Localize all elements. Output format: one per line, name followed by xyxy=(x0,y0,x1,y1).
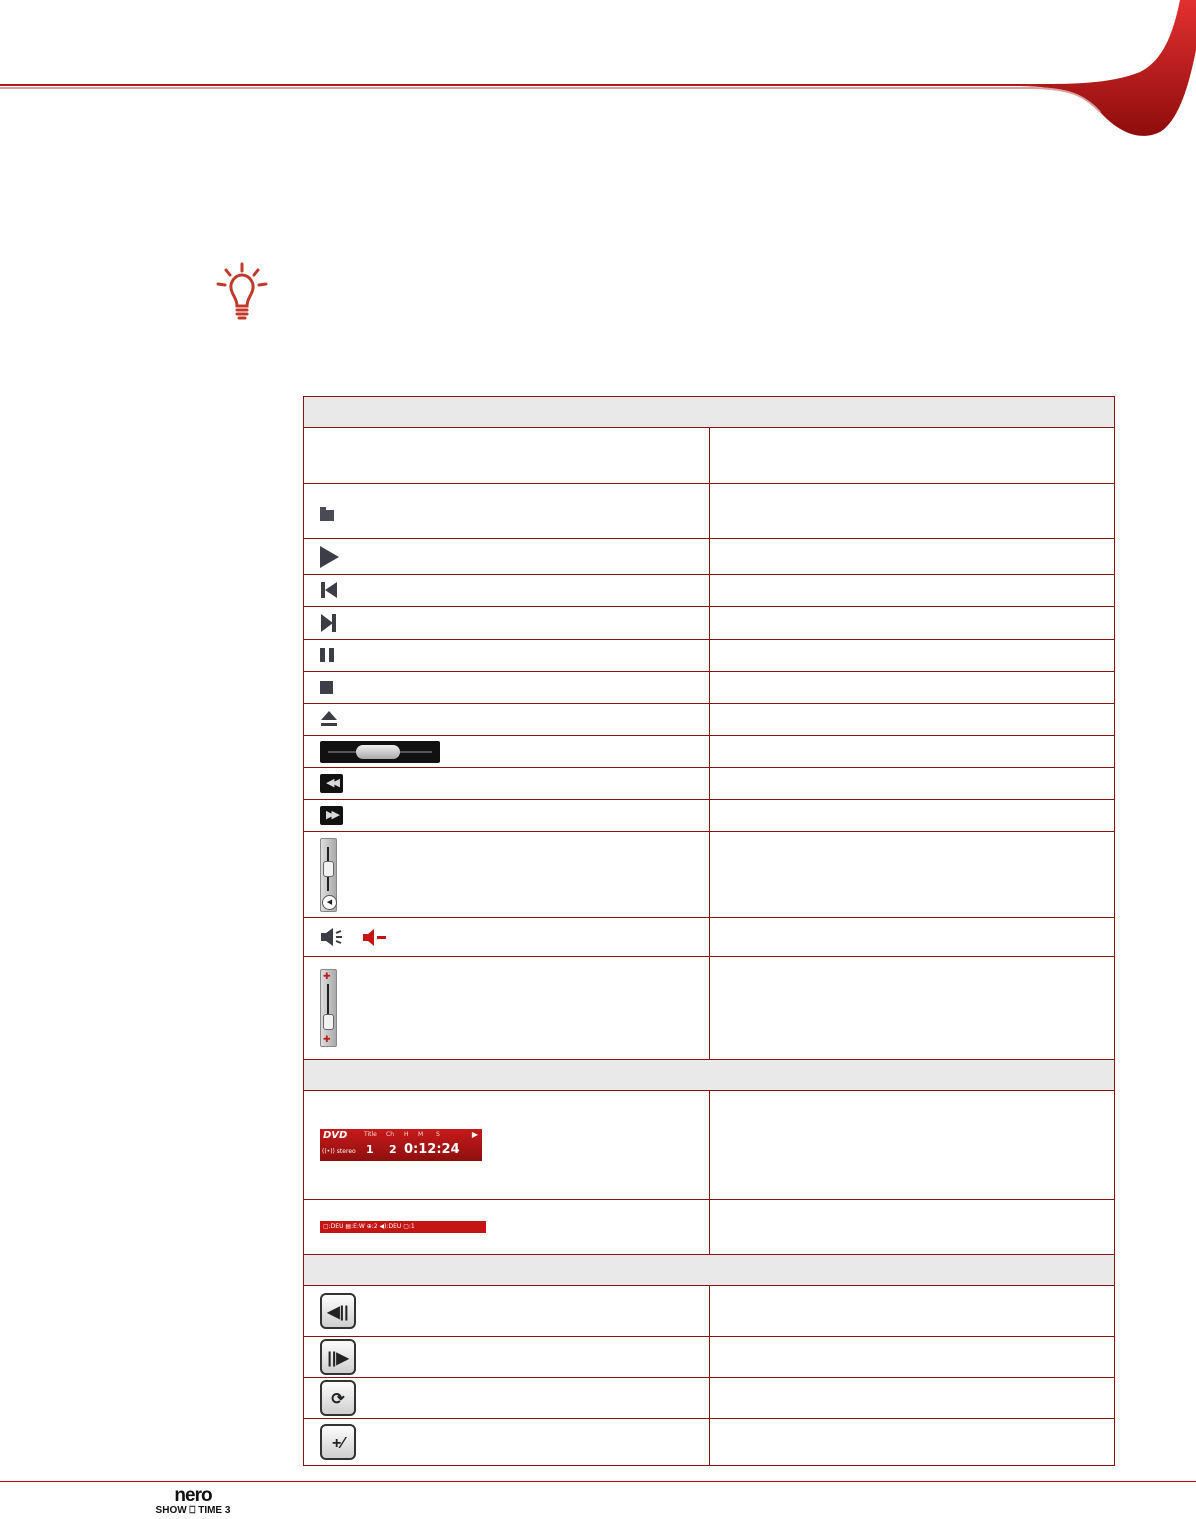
chapter-label: Ch xyxy=(386,1131,394,1138)
description-cell xyxy=(709,704,1115,736)
description-cell xyxy=(709,1286,1115,1337)
volume-icon xyxy=(320,926,344,948)
icon-cell xyxy=(304,832,710,918)
elapsed-time: 0:12:24 xyxy=(404,1142,460,1157)
section-header-row xyxy=(304,397,1115,428)
header-swoosh xyxy=(0,0,1196,150)
title-label: Title xyxy=(364,1131,377,1138)
table-row xyxy=(304,800,1115,832)
controls-table xyxy=(303,396,1115,1466)
icon-cell xyxy=(304,640,710,672)
description-cell xyxy=(709,428,1115,484)
icon-cell xyxy=(304,484,710,539)
icon-cell xyxy=(304,768,710,800)
table-row xyxy=(304,1337,1115,1378)
description-cell xyxy=(709,918,1115,957)
description-cell xyxy=(709,1337,1115,1378)
description-cell xyxy=(709,736,1115,768)
icon-cell xyxy=(304,800,710,832)
icon-cell xyxy=(304,1419,710,1466)
audio-mode: ((•)) stereo xyxy=(322,1148,356,1155)
zoom-slider-icon: ✚ ✚ xyxy=(320,969,337,1047)
icon-cell xyxy=(304,1337,710,1378)
mute-icon xyxy=(362,926,388,948)
table-row xyxy=(304,918,1115,957)
status-display-icon xyxy=(320,1129,482,1161)
rewind-icon: ◀◀ xyxy=(320,774,343,793)
footer-logo xyxy=(143,1487,243,1517)
zoom-in-icon: +∕ xyxy=(320,1424,356,1460)
pause-icon xyxy=(320,648,334,662)
icon-cell xyxy=(304,1286,710,1337)
table-row xyxy=(304,672,1115,704)
icon-cell xyxy=(304,736,710,768)
table-row xyxy=(304,1091,1115,1200)
description-cell xyxy=(709,957,1115,1060)
description-cell xyxy=(709,607,1115,640)
eject-icon xyxy=(320,710,338,728)
position-slider-icon xyxy=(320,741,440,763)
icon-cell xyxy=(304,672,710,704)
section-header-cell xyxy=(304,1060,1115,1091)
seconds-label: S xyxy=(436,1131,440,1138)
lightbulb-icon xyxy=(214,262,270,322)
table-row xyxy=(304,1200,1115,1255)
hours-label: H xyxy=(404,1131,409,1138)
table-row xyxy=(304,957,1115,1060)
table-row xyxy=(304,768,1115,800)
icon-cell xyxy=(304,1378,710,1419)
chapter-number: 2 xyxy=(389,1143,397,1156)
table-row xyxy=(304,640,1115,672)
icon-cell xyxy=(304,918,710,957)
description-cell xyxy=(709,1200,1115,1255)
icon-cell xyxy=(304,539,710,575)
table-row xyxy=(304,575,1115,607)
table-row xyxy=(304,1378,1115,1419)
description-cell xyxy=(709,539,1115,575)
section-header-cell xyxy=(304,397,1115,428)
stop-icon xyxy=(320,681,333,694)
icon-cell xyxy=(304,1091,710,1200)
product-name: SHOW ⎕ TIME 3 xyxy=(155,1505,231,1516)
table-row xyxy=(304,736,1115,768)
dvd-logo: DVD xyxy=(323,1130,348,1141)
step-forward-icon: ||▶ xyxy=(320,1339,356,1375)
description-cell xyxy=(709,640,1115,672)
next-chapter-icon xyxy=(320,613,338,633)
description-cell xyxy=(709,484,1115,539)
description-cell xyxy=(709,768,1115,800)
title-number: 1 xyxy=(366,1143,374,1156)
table-row xyxy=(304,832,1115,918)
icon-cell xyxy=(304,704,710,736)
fast-forward-icon: ▶▶ xyxy=(320,806,343,825)
folder-icon xyxy=(320,510,334,521)
table-row xyxy=(304,484,1115,539)
description-cell xyxy=(709,832,1115,918)
description-cell xyxy=(709,1091,1115,1200)
footer-divider xyxy=(0,1481,1196,1482)
step-back-icon: ◀|| xyxy=(320,1293,356,1329)
info-bar-icon: ▢:DEU ▤:E:W ⊕:2 ◀):DEU ▢:1 xyxy=(320,1221,486,1233)
minutes-label: M xyxy=(418,1131,424,1138)
table-row xyxy=(304,1286,1115,1337)
table-row xyxy=(304,428,1115,484)
description-cell xyxy=(709,800,1115,832)
brand-name: nero xyxy=(174,1485,212,1506)
icon-cell xyxy=(304,1200,710,1255)
description-cell xyxy=(709,1378,1115,1419)
icon-cell xyxy=(304,607,710,640)
table-row xyxy=(304,607,1115,640)
icon-cell xyxy=(304,957,710,1060)
table-row xyxy=(304,1419,1115,1466)
description-cell xyxy=(709,672,1115,704)
play-icon xyxy=(320,546,339,568)
rotate-icon: ⟳ xyxy=(320,1380,356,1416)
volume-slider-icon: ◀ xyxy=(320,838,337,912)
table-row xyxy=(304,539,1115,575)
table-row xyxy=(304,704,1115,736)
description-cell xyxy=(709,1419,1115,1466)
play-state-icon: ▶ xyxy=(471,1130,478,1139)
section-header-cell xyxy=(304,1255,1115,1286)
previous-chapter-icon xyxy=(320,581,338,599)
section-header-row xyxy=(304,1060,1115,1091)
icon-cell xyxy=(304,428,710,484)
icon-cell xyxy=(304,575,710,607)
description-cell xyxy=(709,575,1115,607)
section-header-row xyxy=(304,1255,1115,1286)
